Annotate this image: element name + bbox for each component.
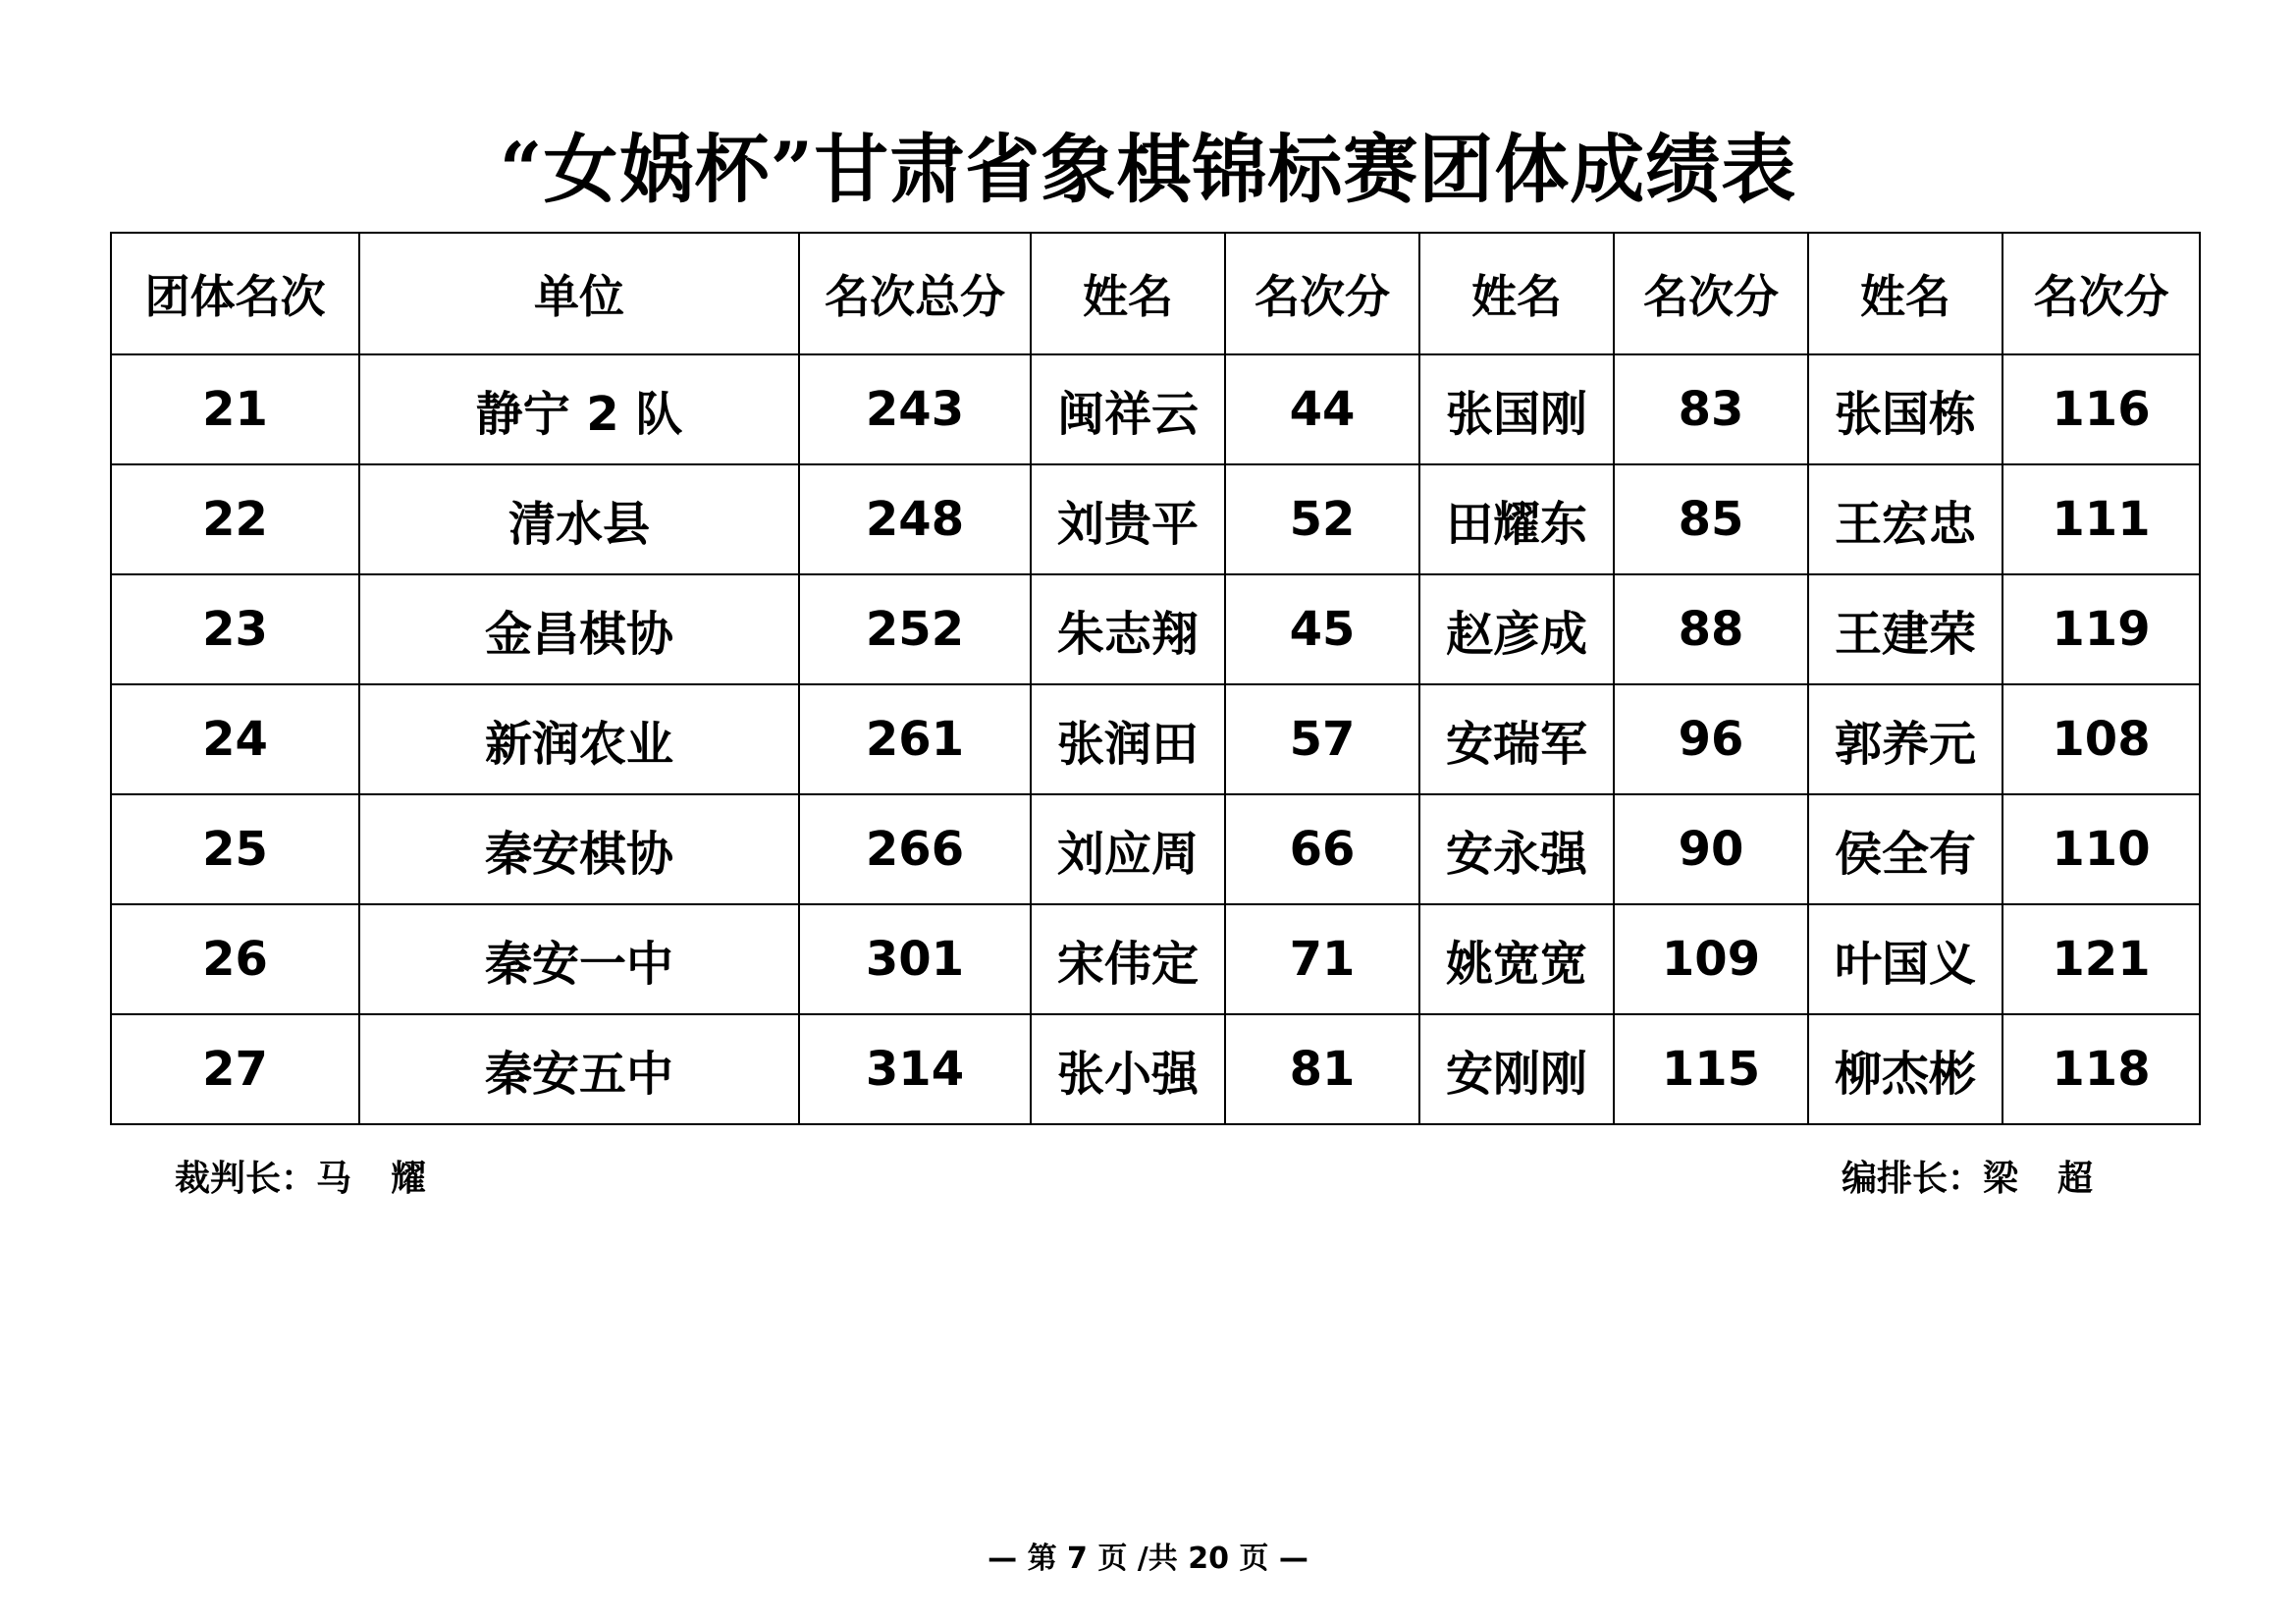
player-score-cell: 111 bbox=[2002, 464, 2200, 574]
table-row bbox=[111, 904, 2200, 1014]
player-name-cell: 刘贵平 bbox=[1031, 464, 1225, 574]
player-name-cell: 郭养元 bbox=[1808, 684, 2002, 794]
player-name-cell: 王建荣 bbox=[1808, 574, 2002, 684]
player-score-cell: 71 bbox=[1225, 904, 1419, 1014]
chief-referee-label: 裁判长：马 bbox=[175, 1159, 352, 1199]
player-name-cell: 刘应周 bbox=[1031, 794, 1225, 904]
player-score-cell: 85 bbox=[1614, 464, 1808, 574]
chief-arbiter bbox=[1842, 1155, 2093, 1204]
unit-cell: 静宁 2 队 bbox=[359, 354, 799, 464]
unit-cell: 清水县 bbox=[359, 464, 799, 574]
table-row bbox=[111, 464, 2200, 574]
header-team-rank: 团体名次 bbox=[111, 233, 359, 354]
total-score-cell: 252 bbox=[799, 574, 1031, 684]
player-name-cell: 安刚刚 bbox=[1419, 1014, 1614, 1124]
player-score-cell: 121 bbox=[2002, 904, 2200, 1014]
player-score-cell: 115 bbox=[1614, 1014, 1808, 1124]
player-name-cell: 张国刚 bbox=[1419, 354, 1614, 464]
player-name-cell: 朱志翔 bbox=[1031, 574, 1225, 684]
table-header-row bbox=[111, 233, 2200, 354]
header-total-score: 名次总分 bbox=[799, 233, 1031, 354]
table-row bbox=[111, 354, 2200, 464]
player-score-cell: 44 bbox=[1225, 354, 1419, 464]
player-score-cell: 116 bbox=[2002, 354, 2200, 464]
table-row bbox=[111, 574, 2200, 684]
chief-referee-name-end: 耀 bbox=[391, 1159, 427, 1199]
player-score-cell: 66 bbox=[1225, 794, 1419, 904]
player-score-cell: 57 bbox=[1225, 684, 1419, 794]
team-rank-cell: 25 bbox=[111, 794, 359, 904]
table-row bbox=[111, 684, 2200, 794]
player-name-cell: 赵彦成 bbox=[1419, 574, 1614, 684]
team-rank-cell: 24 bbox=[111, 684, 359, 794]
team-rank-cell: 22 bbox=[111, 464, 359, 574]
total-score-cell: 301 bbox=[799, 904, 1031, 1014]
page-number: — 第 7 页 /共 20 页 — bbox=[988, 1542, 1308, 1576]
header-score-2: 名次分 bbox=[1614, 233, 1808, 354]
player-score-cell: 108 bbox=[2002, 684, 2200, 794]
unit-cell: 秦安一中 bbox=[359, 904, 799, 1014]
unit-cell: 新润农业 bbox=[359, 684, 799, 794]
team-rank-cell: 27 bbox=[111, 1014, 359, 1124]
player-name-cell: 侯全有 bbox=[1808, 794, 2002, 904]
total-score-cell: 243 bbox=[799, 354, 1031, 464]
player-name-cell: 田耀东 bbox=[1419, 464, 1614, 574]
player-score-cell: 83 bbox=[1614, 354, 1808, 464]
player-score-cell: 45 bbox=[1225, 574, 1419, 684]
player-score-cell: 96 bbox=[1614, 684, 1808, 794]
team-rank-cell: 26 bbox=[111, 904, 359, 1014]
chief-referee bbox=[175, 1155, 426, 1204]
total-score-cell: 261 bbox=[799, 684, 1031, 794]
header-score-3: 名次分 bbox=[2002, 233, 2200, 354]
player-name-cell: 柳杰彬 bbox=[1808, 1014, 2002, 1124]
header-score-1: 名次分 bbox=[1225, 233, 1419, 354]
chief-arbiter-name-end: 超 bbox=[2057, 1159, 2094, 1199]
player-score-cell: 118 bbox=[2002, 1014, 2200, 1124]
total-score-cell: 266 bbox=[799, 794, 1031, 904]
player-name-cell: 张小强 bbox=[1031, 1014, 1225, 1124]
document-title: “女娲杯”甘肃省象棋锦标赛团体成绩表 bbox=[499, 126, 1797, 213]
player-score-cell: 109 bbox=[1614, 904, 1808, 1014]
player-name-cell: 闽祥云 bbox=[1031, 354, 1225, 464]
player-score-cell: 110 bbox=[2002, 794, 2200, 904]
player-score-cell: 90 bbox=[1614, 794, 1808, 904]
total-score-cell: 248 bbox=[799, 464, 1031, 574]
player-name-cell: 姚宽宽 bbox=[1419, 904, 1614, 1014]
player-name-cell: 安永强 bbox=[1419, 794, 1614, 904]
player-name-cell: 宋伟定 bbox=[1031, 904, 1225, 1014]
player-score-cell: 52 bbox=[1225, 464, 1419, 574]
player-score-cell: 81 bbox=[1225, 1014, 1419, 1124]
header-name-1: 姓名 bbox=[1031, 233, 1225, 354]
unit-cell: 秦安五中 bbox=[359, 1014, 799, 1124]
player-name-cell: 张润田 bbox=[1031, 684, 1225, 794]
team-rank-cell: 21 bbox=[111, 354, 359, 464]
player-score-cell: 88 bbox=[1614, 574, 1808, 684]
player-name-cell: 安瑞军 bbox=[1419, 684, 1614, 794]
header-unit: 单位 bbox=[359, 233, 799, 354]
table-row bbox=[111, 1014, 2200, 1124]
player-name-cell: 张国栋 bbox=[1808, 354, 2002, 464]
unit-cell: 秦安棋协 bbox=[359, 794, 799, 904]
total-score-cell: 314 bbox=[799, 1014, 1031, 1124]
chief-arbiter-label: 编排长：梁 bbox=[1842, 1159, 2019, 1199]
results-table bbox=[110, 232, 2201, 1125]
header-name-2: 姓名 bbox=[1419, 233, 1614, 354]
player-score-cell: 119 bbox=[2002, 574, 2200, 684]
unit-cell: 金昌棋协 bbox=[359, 574, 799, 684]
team-rank-cell: 23 bbox=[111, 574, 359, 684]
table-row bbox=[111, 794, 2200, 904]
player-name-cell: 王宏忠 bbox=[1808, 464, 2002, 574]
header-name-3: 姓名 bbox=[1808, 233, 2002, 354]
player-name-cell: 叶国义 bbox=[1808, 904, 2002, 1014]
